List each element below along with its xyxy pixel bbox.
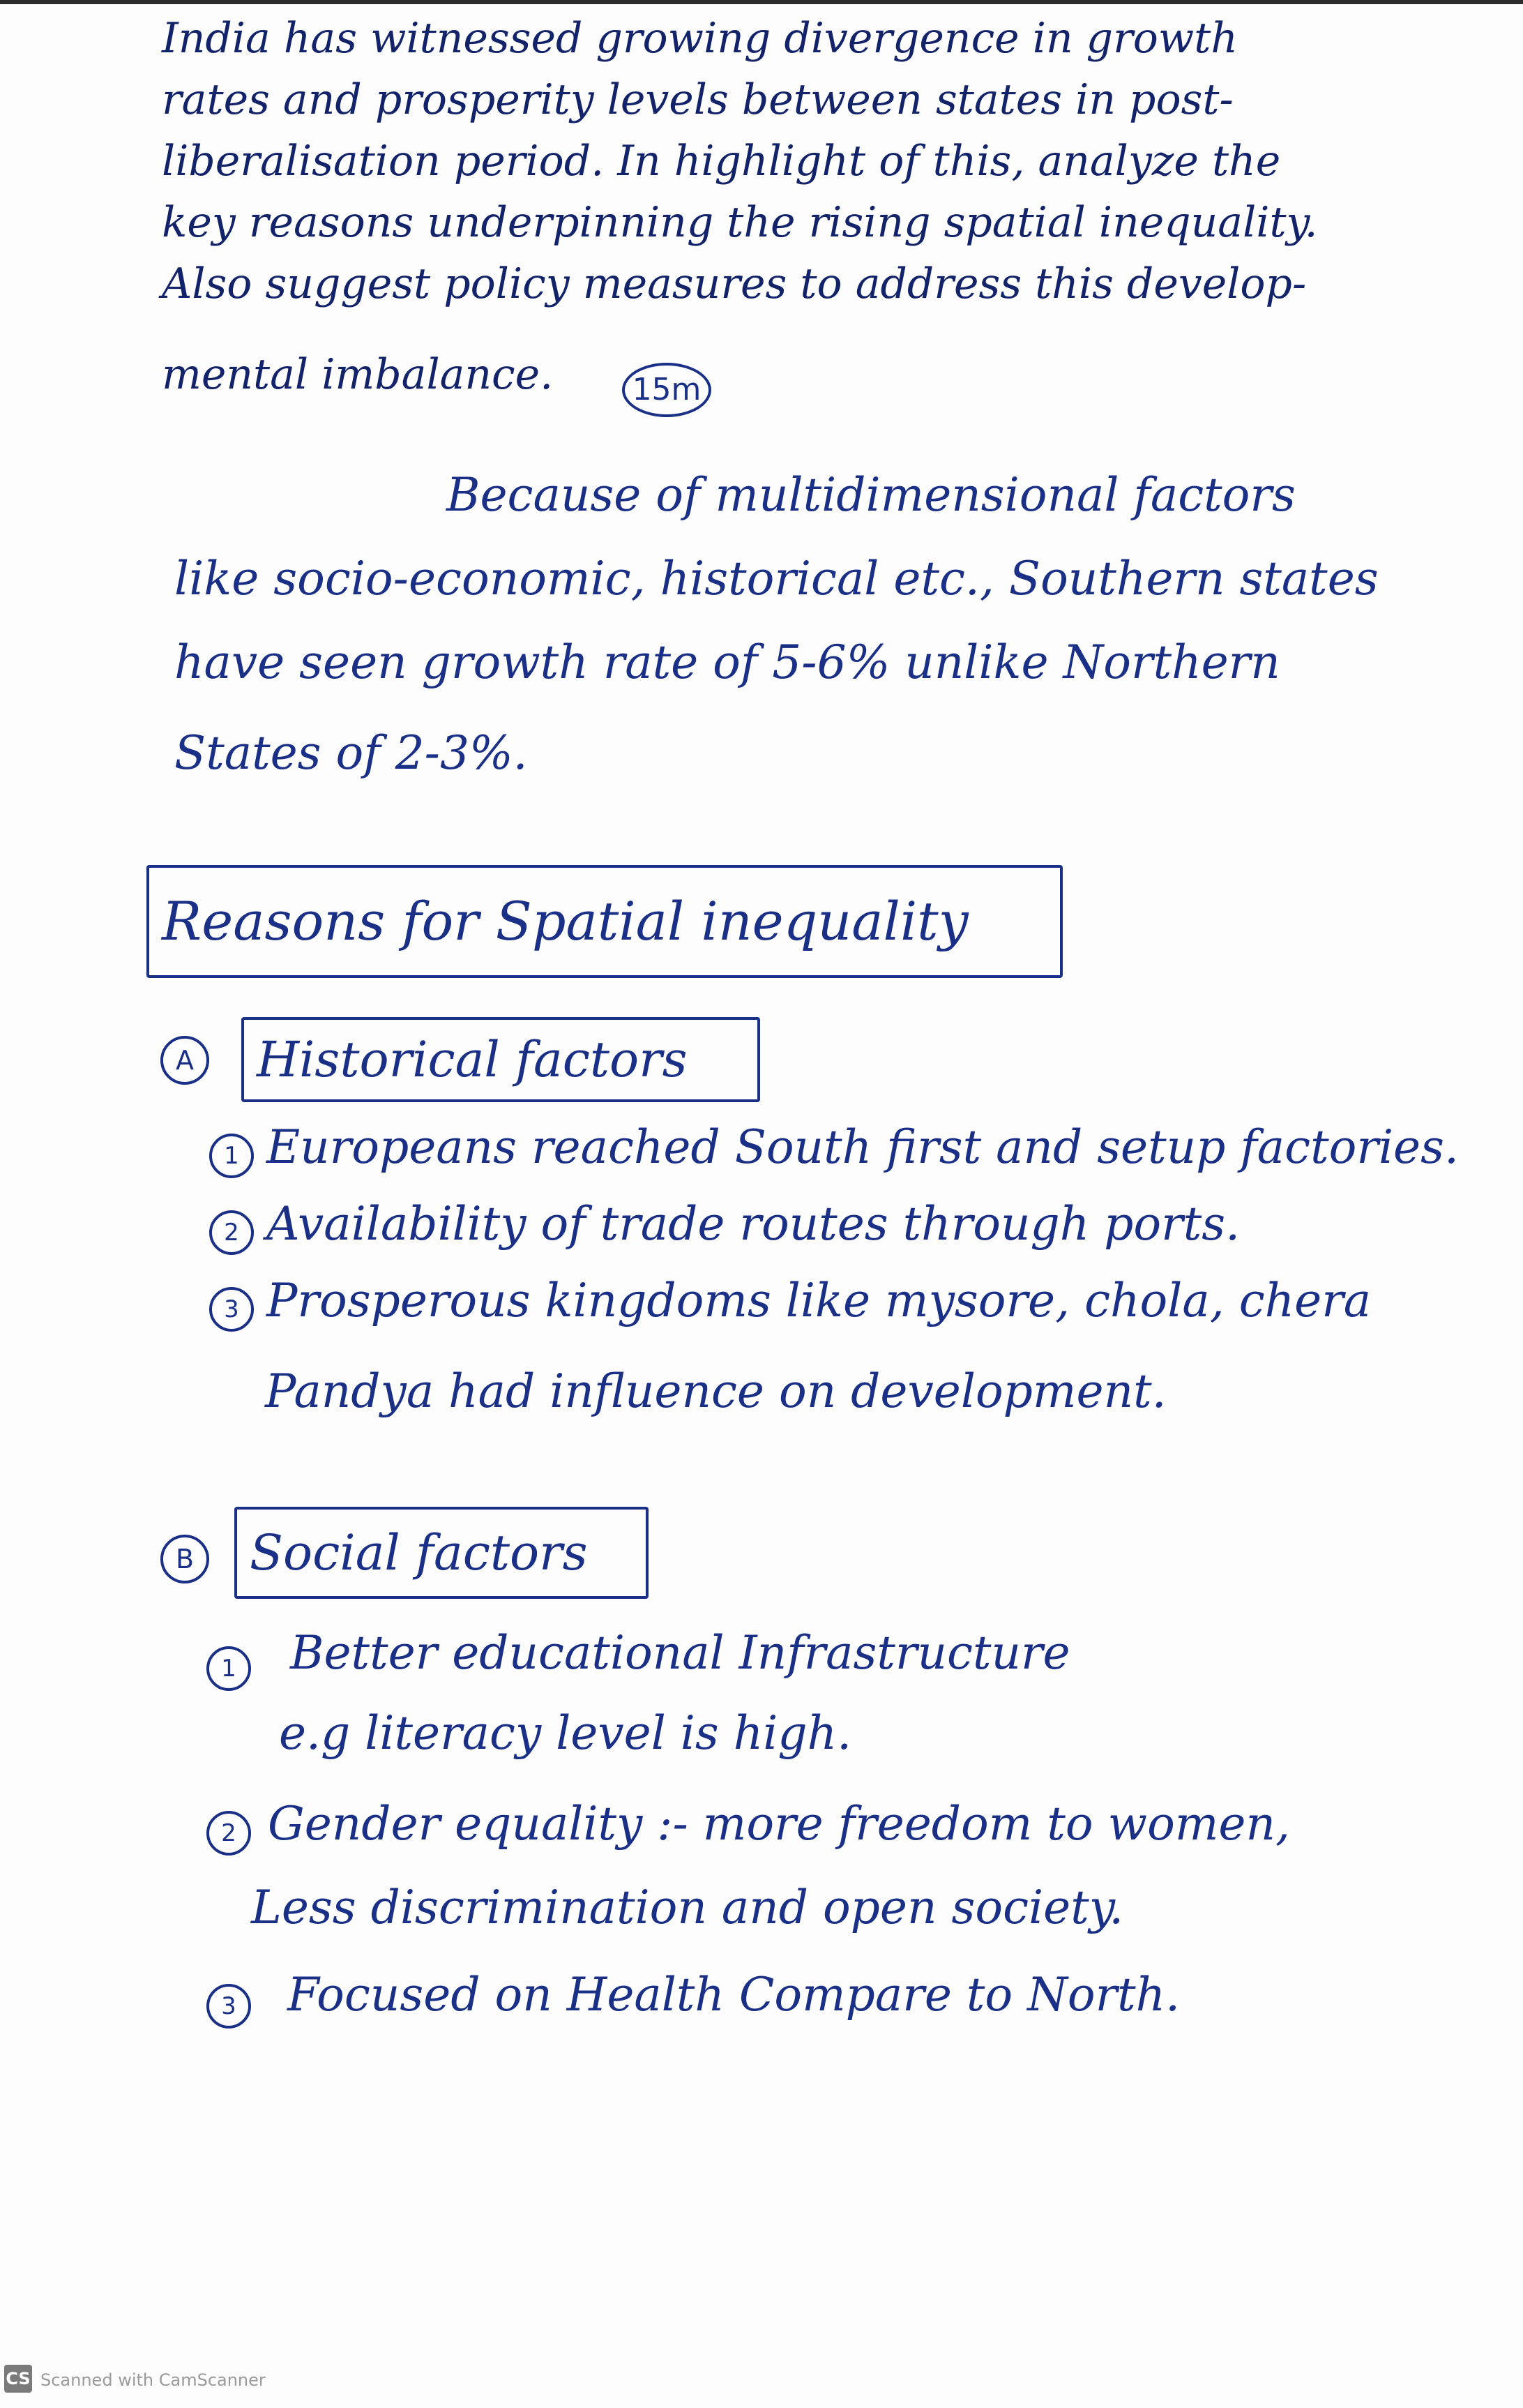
top-edge-line	[0, 0, 1523, 4]
question-line-2: rates and prosperity levels between states in post-	[162, 75, 1234, 124]
scanner-watermark: Scanned with CamScanner	[40, 2370, 266, 2390]
point-text: Europeans reached South first and setup factories.	[266, 1120, 1459, 1174]
section-title-social: Social factors	[234, 1507, 649, 1599]
point-text: Focused on Health Compare to North.	[287, 1968, 1181, 2022]
point-number: 3	[206, 1984, 251, 2029]
section-marker-b: B	[160, 1535, 209, 1583]
question-line-5: Also suggest policy measures to address this develop-	[162, 259, 1307, 308]
question-line-4: key reasons underpinning the rising spatial inequality.	[162, 198, 1318, 247]
section-title-historical: Historical factors	[241, 1017, 760, 1102]
point-number: 1	[206, 1646, 251, 1691]
intro-line-1: Because of multidimensional factors	[446, 468, 1296, 522]
question-line-1: India has witnessed growing divergence in growth	[162, 14, 1238, 63]
point-number: 3	[209, 1287, 254, 1332]
intro-line-4: States of 2-3%.	[174, 726, 528, 780]
intro-line-2: like socio-economic, historical etc., Southern states	[174, 552, 1379, 605]
marks-badge: 15m	[622, 363, 711, 417]
point-text: Gender equality :- more freedom to women,	[268, 1797, 1290, 1851]
point-text-continued: e.g literacy level is high.	[279, 1706, 852, 1760]
point-text: Availability of trade routes through ports.	[266, 1197, 1241, 1251]
point-text: Better educational Infrastructure	[290, 1626, 1070, 1680]
section-marker-a: A	[160, 1036, 209, 1085]
point-text-continued: Pandya had influence on development.	[265, 1364, 1167, 1418]
point-number: 1	[209, 1134, 254, 1178]
point-text: Prosperous kingdoms like mysore, chola, chera	[266, 1274, 1372, 1327]
camscanner-logo: CS	[4, 2365, 32, 2393]
section-title-box: Reasons for Spatial inequality	[146, 865, 1063, 978]
question-line-3: liberalisation period. In highlight of this, analyze the	[162, 137, 1281, 186]
point-number: 2	[209, 1210, 254, 1255]
point-text-continued: Less discrimination and open society.	[251, 1881, 1124, 1934]
intro-line-3: have seen growth rate of 5-6% unlike Northern	[174, 635, 1280, 689]
question-line-6: mental imbalance.	[162, 350, 554, 399]
point-number: 2	[206, 1811, 251, 1856]
